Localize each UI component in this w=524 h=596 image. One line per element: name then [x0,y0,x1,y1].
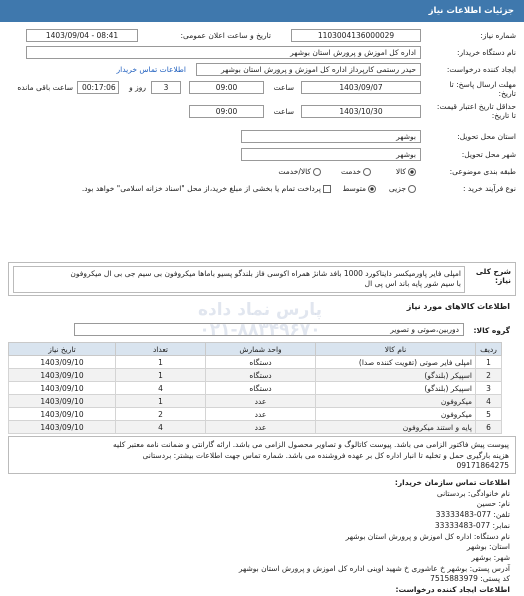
cell-name: امپلی فایر صوتی (تقویت کننده صدا) [316,356,476,369]
cell-date: 1403/09/10 [9,421,116,434]
col-header-qty: تعداد [116,343,206,356]
table-row [9,382,502,395]
cell-date: 1403/09/10 [9,369,116,382]
days-field: 3 [151,81,181,94]
province-label: استان محل تحویل: [457,132,516,141]
cell-name: میکروفون [316,408,476,421]
creator-label: ایجاد کننده درخواست: [446,65,516,74]
cell-qty: 1 [116,395,206,408]
cell-name: پایه و استند میکروفون [316,421,476,434]
radio-icon [363,168,371,176]
contact-header: اطلاعات تماس سازمان خریدار: [394,478,510,487]
city-label: شهر محل تحویل: [461,150,516,159]
col-header-unit: واحد شمارش [206,343,316,356]
creator-field: حیدر رستمی کارپرداز اداره کل اموزش و پرورش استان بوشهر [196,63,421,76]
cell-name: اسپیکر (بلندگو) [316,369,476,382]
goods-header: اطلاعات کالاهای مورد نیاز [406,302,510,311]
cell-date: 1403/09/10 [9,382,116,395]
treasury-payment-checkbox[interactable]: پرداخت تمام یا بخشی از مبلغ خرید،از محل "اسناد خزانه اسلامی" خواهد بود. [82,184,331,193]
cell-unit: دستگاه [206,369,316,382]
cell-qty: 1 [116,369,206,382]
need-number-label: شماره نیاز: [480,31,516,40]
cell-unit: دستگاه [206,356,316,369]
notes-line: 09171864275 [456,461,509,470]
notes-line: هزینه بارگیری حمل و تخلیه تا انبار اداره کل بر عهده فروشنده می باشد. شماره تماس جهت اطلاعات بیشتر: بردستانی [142,450,509,460]
table-row [9,356,502,369]
contact-line: تلفن: 077-33333483 [435,510,510,520]
radio-icon [408,168,416,176]
validity-date-field: 1403/10/30 [301,105,421,118]
radio-icon [408,185,416,193]
category-option-goods[interactable]: کالا [396,167,416,176]
remaining-time-field: 00:17:06 [77,81,119,94]
days-label: روز و [129,83,146,92]
category-option-service[interactable]: خدمت [341,167,371,176]
buyer-label: نام دستگاه خریدار: [456,48,516,57]
remaining-time-label: ساعت باقی مانده [17,83,73,92]
need-info-panel [8,26,516,258]
col-header-date: تاریخ نیاز [9,343,116,356]
contact-line: نام خانوادگی: بردستانی [436,488,510,498]
cell-row: 4 [476,395,502,408]
description-line: با سیم شور پایه باند اس پی ال [364,279,461,288]
need-number-field: 1103004136000029 [291,29,421,42]
contact-info [10,478,510,596]
cell-qty: 4 [116,421,206,434]
cell-date: 1403/09/10 [9,408,116,421]
reply-date-field: 1403/09/07 [301,81,421,94]
announce-date-label: تاریخ و ساعت اعلان عمومی: [180,31,271,40]
cell-name: اسپیکر (بلندگو) [316,382,476,395]
reply-time-field: 09:00 [189,81,264,94]
cell-qty: 1 [116,356,206,369]
watermark-line: ۰۲۱-۸۸۳۴۹۶۷۰ [199,320,321,340]
cell-qty: 2 [116,408,206,421]
cell-unit: عدد [206,408,316,421]
cell-row: 1 [476,356,502,369]
table-row [9,421,502,434]
col-header-name: نام کالا [316,343,476,356]
process-label: نوع فرآیند خرید : [462,184,516,193]
validity-time-field: 09:00 [189,105,264,118]
description-line: امپلی فایر پاورمیکسر دایناکورد 1000 بافد شانژ همراه اکوسی فاز بلندگو پسیو باماها میکروفون بی سیم جی بی ال میکروفون [70,269,461,278]
validity-label: حداقل تاریخ اعتبار قیمت: تا تاریخ: [436,102,516,120]
cell-unit: دستگاه [206,382,316,395]
contact-line: آدرس پستی: بوشهر خ عاشوری خ شهید اوینی اداره کل اموزش و پرورش استان بوشهر [238,563,510,573]
watermark-line: پارس نماد داده [197,300,323,320]
buyer-field: اداره کل اموزش و پرورش استان بوشهر [26,46,421,59]
table-row [9,408,502,421]
goods-group-field: دوربین،صوتی و تصویر [74,323,464,336]
province-field: بوشهر [241,130,421,143]
cell-row: 6 [476,421,502,434]
checkbox-icon [323,185,331,193]
col-header-row: ردیف [476,343,502,356]
radio-icon [368,185,376,193]
radio-icon [313,168,321,176]
table-row [9,369,502,382]
cell-row: 2 [476,369,502,382]
contact-line: استان: بوشهر [466,542,510,552]
cell-name: میکروفون [316,395,476,408]
reply-deadline-label: مهلت ارسال پاسخ: تا تاریخ: [449,80,516,98]
goods-table [8,342,502,434]
cell-qty: 4 [116,382,206,395]
description-section [8,262,516,296]
cell-date: 1403/09/10 [9,356,116,369]
contact-line: نام: حسین [476,499,510,509]
cell-row: 3 [476,382,502,395]
contact-line: نام دستگاه: اداره کل اموزش و پرورش استان بوشهر [345,531,510,541]
contact-line: کد پستی: 7515883979 [430,574,510,584]
page-title: جزئیات اطلاعات نیاز [0,0,524,22]
contact-line: اطلاعات ایجاد کننده درخواست: [395,585,510,595]
cell-row: 5 [476,408,502,421]
description-label: شرح کلی نیاز: [475,267,511,285]
announce-date-field: 1403/09/04 - 08:41 [26,29,138,42]
city-field: بوشهر [241,148,421,161]
category-option-goods-service[interactable]: کالا/خدمت [278,167,321,176]
description-text [13,266,465,293]
buyer-notes [8,436,516,474]
process-option-medium[interactable]: متوسط [342,184,376,193]
contact-line: نمابر: 077-33333483 [434,520,510,530]
contact-line: شهر: بوشهر [471,552,510,562]
buyer-contact-link[interactable]: اطلاعات تماس خریدار [116,65,186,74]
category-label: طبقه بندی موضوعی: [449,167,516,176]
table-row [9,395,502,408]
goods-group-label: گروه کالا: [473,326,510,335]
validity-time-label: ساعت [273,107,294,116]
process-option-minor[interactable]: جزیی [389,184,416,193]
cell-unit: عدد [206,421,316,434]
cell-date: 1403/09/10 [9,395,116,408]
notes-line: پیوست پیش فاکتور الزامی می باشد. پیوست کاتالوگ و تصاویر محصول الزامی می باشد. ارائه گارانتی و ضمانت نامه معتبر کلیه [112,440,509,449]
reply-time-label: ساعت [273,83,294,92]
cell-unit: عدد [206,395,316,408]
